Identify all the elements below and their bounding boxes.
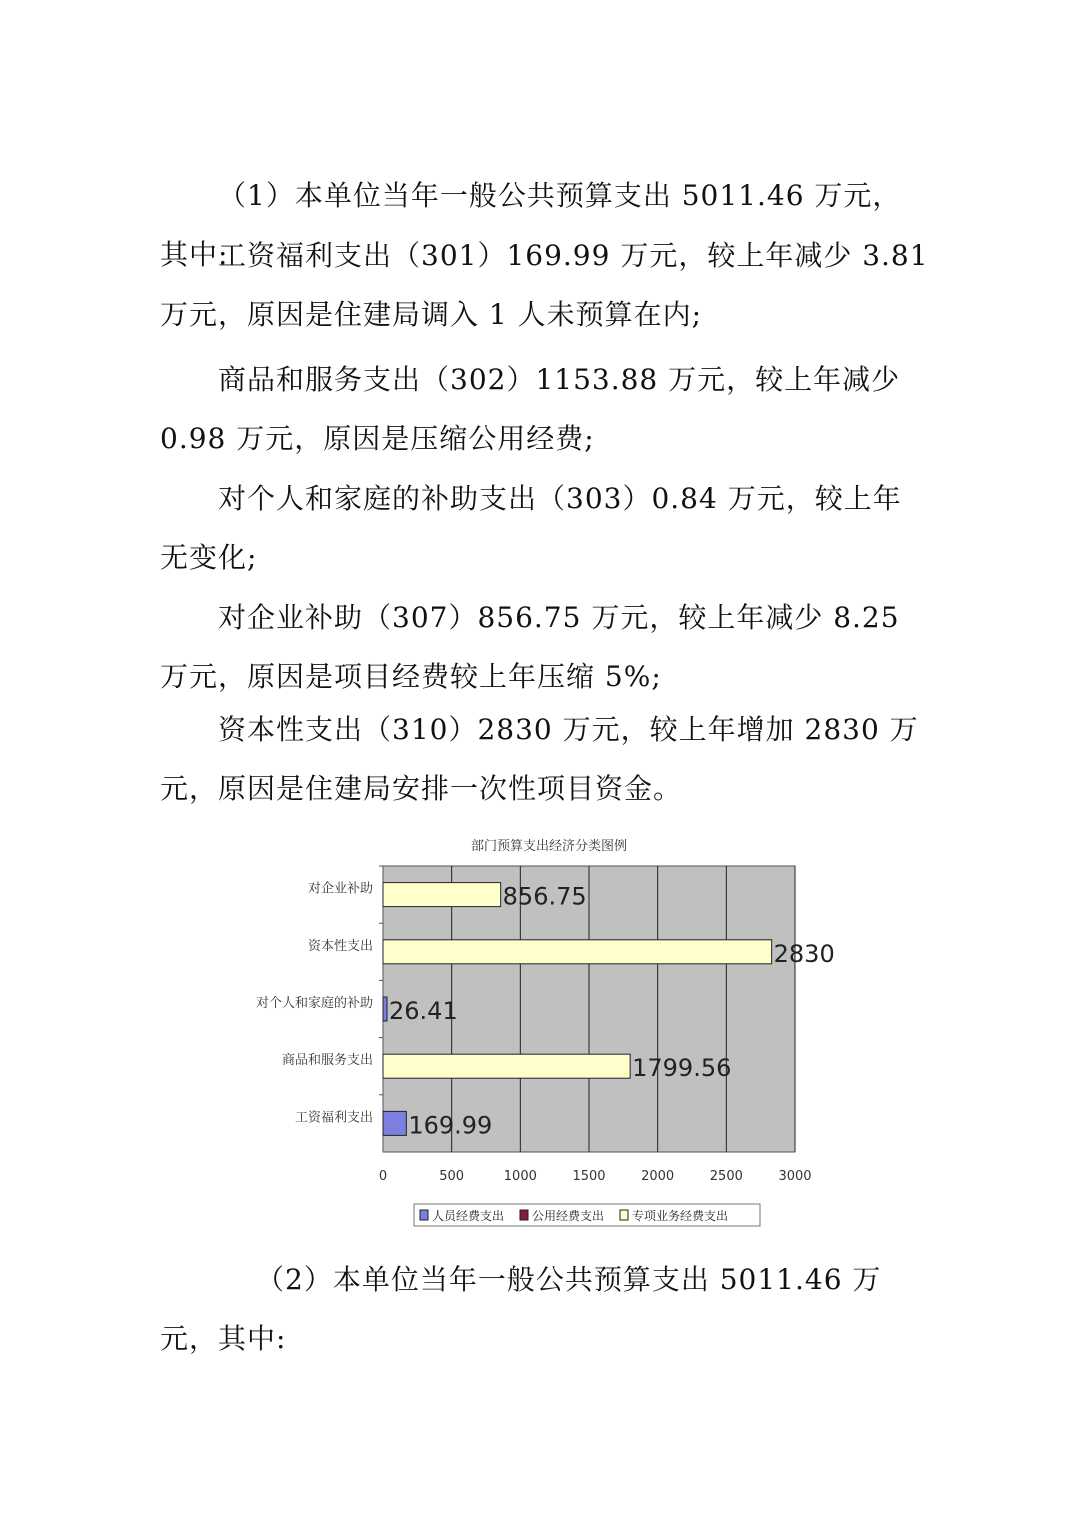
paragraph-1: （1）本单位当年一般公共预算支出 5011.46 万元，其中:: [160, 179, 902, 271]
data-label: 2830: [773, 939, 835, 968]
data-label: 856.75: [502, 882, 587, 911]
expenditure-chart: [240, 828, 835, 1238]
legend-label: 人员经费支出: [432, 1209, 505, 1223]
data-label: 169.99: [408, 1111, 493, 1140]
bar: [383, 1111, 406, 1135]
legend-label: 公用经费支出: [532, 1209, 605, 1223]
paragraph-2: 工资福利支出（301）169.99 万元，较上年减少 3.81 万元，原因是住建局调入 1 人未预算在内;: [160, 239, 929, 331]
legend-swatch: [620, 1210, 628, 1220]
data-label: 1799.56: [632, 1054, 732, 1083]
x-tick-label: 2000: [641, 1169, 675, 1184]
chart-title: 部门预算支出经济分类图例: [470, 839, 628, 854]
legend-label: 专项业务经费支出: [632, 1209, 729, 1223]
bar: [383, 1054, 630, 1078]
paragraph-6: 资本性支出（310）2830 万元，较上年增加 2830 万元，原因是住建局安排一次性项目资金。: [160, 713, 919, 805]
x-tick-label: 2500: [709, 1169, 743, 1184]
data-label: 26.41: [389, 997, 458, 1025]
x-tick-label: 0: [378, 1169, 388, 1184]
legend-swatch: [520, 1210, 528, 1220]
paragraph-3: 商品和服务支出（302）1153.88 万元，较上年减少 0.98 万元，原因是压缩公用经费;: [160, 363, 901, 455]
category-label: 商品和服务支出: [281, 1053, 373, 1069]
x-tick-label: 1500: [572, 1169, 606, 1184]
x-tick-label: 3000: [778, 1169, 812, 1184]
paragraph-4: 对个人和家庭的补助支出（303）0.84 万元，较上年无变化;: [160, 482, 902, 574]
legend-swatch: [420, 1210, 428, 1220]
bar: [383, 997, 387, 1021]
x-tick-label: 500: [439, 1169, 465, 1184]
category-label: 工资福利支出: [294, 1110, 373, 1126]
bar: [383, 940, 772, 964]
chart-svg: [240, 828, 835, 1238]
paragraph-5: 对企业补助（307）856.75 万元，较上年减少 8.25 万元，原因是项目经费较上年压缩 5%;: [160, 601, 900, 693]
paragraph-footer: （2）本单位当年一般公共预算支出 5011.46 万元，其中:: [160, 1263, 882, 1355]
category-label: 对企业补助: [307, 881, 373, 897]
bar: [383, 883, 501, 907]
x-tick-label: 1000: [503, 1169, 537, 1184]
category-label: 对个人和家庭的补助: [255, 996, 373, 1011]
category-label: 资本性支出: [307, 938, 373, 954]
